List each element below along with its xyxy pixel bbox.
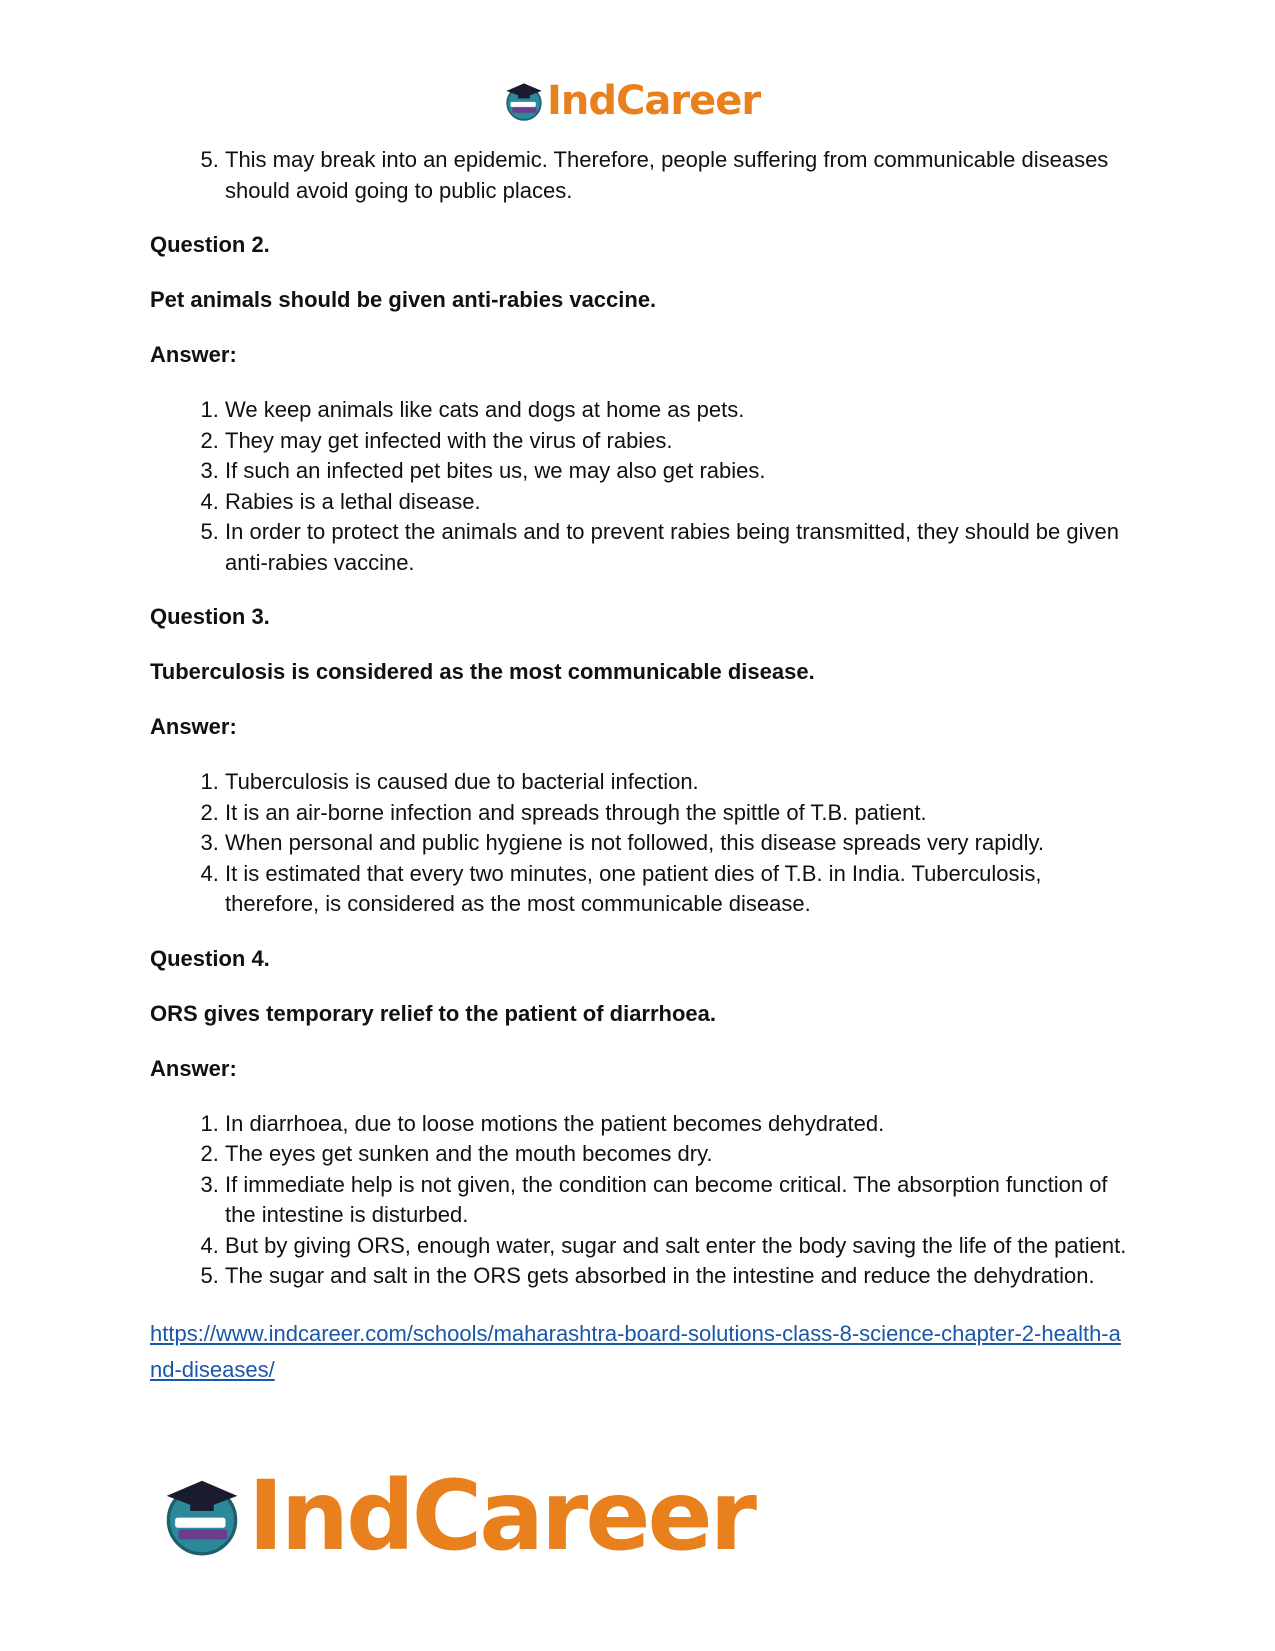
question-statement: Tuberculosis is considered as the most communicable disease. [150, 659, 815, 684]
answer-list [150, 395, 1140, 578]
list-item: 2. It is an air-borne infection and spreads through the spittle of T.B. patient. [225, 798, 1140, 829]
list-item: 5. In order to protect the animals and to prevent rabies being transmitted, they should be given anti-rabies vaccine. [225, 517, 1140, 578]
answer-list [150, 767, 1140, 920]
header-logo [503, 80, 760, 122]
list-item: 2. The eyes get sunken and the mouth becomes dry. [225, 1139, 1140, 1170]
graduation-globe-icon [503, 80, 545, 122]
list-item: 1. Tuberculosis is caused due to bacterial infection. [225, 767, 1140, 798]
continued-answer-list [150, 145, 1140, 206]
question-statement: ORS gives temporary relief to the patient of diarrhoea. [150, 1000, 717, 1026]
list-item: 2. They may get infected with the virus of rabies. [225, 426, 1140, 457]
list-item: 3. If such an infected pet bites us, we may also get rabies. [225, 456, 1140, 487]
answer-label: Answer: [150, 714, 237, 739]
question-label: Question 2. [150, 232, 270, 257]
brand-name: IndCareer [248, 1460, 754, 1572]
list-item: 5. This may break into an epidemic. Therefore, people suffering from communicable diseases should avoid going to public places. [225, 145, 1140, 206]
list-item: 3. If immediate help is not given, the condition can become critical. The absorption function of the intestine is disturbed. [225, 1170, 1140, 1231]
answer-list [150, 1109, 1140, 1292]
document-body [150, 145, 1140, 1388]
list-item: 4. But by giving ORS, enough water, sugar and salt enter the body saving the life of the patient. [225, 1231, 1140, 1262]
question-label: Question 4. [150, 945, 270, 971]
brand-name: IndCareer [547, 78, 761, 124]
list-item: 4. It is estimated that every two minutes, one patient dies of T.B. in India. Tuberculosis, therefore, is considered as the most communicable disease. [225, 859, 1140, 920]
list-item: 5. The sugar and salt in the ORS gets absorbed in the intestine and reduce the dehydration. [225, 1261, 1140, 1292]
list-item: 1. In diarrhoea, due to loose motions the patient becomes dehydrated. [225, 1109, 1140, 1140]
question-label: Question 3. [150, 604, 270, 629]
list-item: 1. We keep animals like cats and dogs at home as pets. [225, 395, 1140, 426]
list-item: 4. Rabies is a lethal disease. [225, 487, 1140, 518]
answer-label: Answer: [150, 342, 237, 367]
source-link[interactable]: https://www.indcareer.com/schools/maharashtra-board-solutions-class-8-science-chapter-2-health-and-diseases/ [150, 1320, 1121, 1382]
question-statement: Pet animals should be given anti-rabies vaccine. [150, 287, 657, 312]
footer-logo [160, 1460, 754, 1572]
graduation-globe-icon [160, 1474, 244, 1558]
answer-label: Answer: [150, 1055, 237, 1081]
list-item: 3. When personal and public hygiene is not followed, this disease spreads very rapidly. [225, 828, 1140, 859]
